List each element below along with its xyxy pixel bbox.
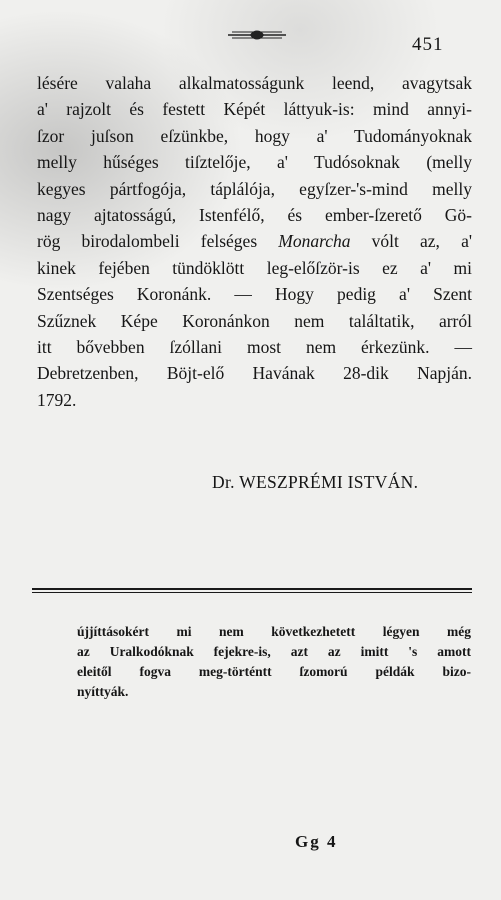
footnote-line: eleitől fogva meg-történtt ſzomorú példák bizo- xyxy=(77,664,471,679)
body-line: itt bővebben ſzóllani most nem érkezünk. — xyxy=(37,336,472,357)
footnote-divider-thin xyxy=(32,592,472,593)
italic-word: Monarcha xyxy=(278,231,351,252)
body-line: Szentséges Koronánk. — Hogy pedig a' Szent xyxy=(37,284,472,305)
footnote-divider xyxy=(32,588,472,590)
footnote-line: nyíttyák. xyxy=(77,684,129,699)
body-line: ſzor juſson eſzünkbe, hogy a' Tudományoknak xyxy=(37,125,472,146)
body-line: rög birodalombeli felséges Monarcha vólt az, a' xyxy=(37,231,472,252)
body-line: a' rajzolt és festett Képét láttyuk-is: mind annyi- xyxy=(37,99,472,120)
footnote-line: újjíttásokért mi nem következhetett légyen még xyxy=(77,624,471,639)
body-line: kinek fejében tündöklött leg-előſzör-is ez a' mi xyxy=(37,257,472,278)
header-ornament xyxy=(228,28,286,42)
signature-mark: Gg 4 xyxy=(295,832,338,851)
body-text xyxy=(37,70,472,413)
body-line: 1792. xyxy=(37,389,77,410)
body-line: kegyes pártfogója, táplálója, egyſzer-'s-mind melly xyxy=(37,178,472,199)
author-signature: Dr. WESZPRÉMI ISTVÁN. xyxy=(212,472,419,492)
body-line: Debretzenben, Böjt-elő Havának 28-dik Napján. xyxy=(37,363,472,384)
body-line: melly hűséges tiſztelője, a' Tudósoknak (melly xyxy=(37,152,472,173)
body-line: lésére valaha alkalmatosságunk leend, avagytsak xyxy=(37,73,472,93)
body-line: Szűznek Képe Koronánkon nem találtatik, arról xyxy=(37,310,472,331)
footnote xyxy=(77,622,471,702)
footnote-line: az Uralkodóknak fejekre-is, azt az imitt 's amott xyxy=(77,644,471,659)
body-line: nagy ajtatosságú, Istenfélő, és ember-ſzerető Gö- xyxy=(37,204,472,225)
page-number: 451 xyxy=(412,34,444,55)
